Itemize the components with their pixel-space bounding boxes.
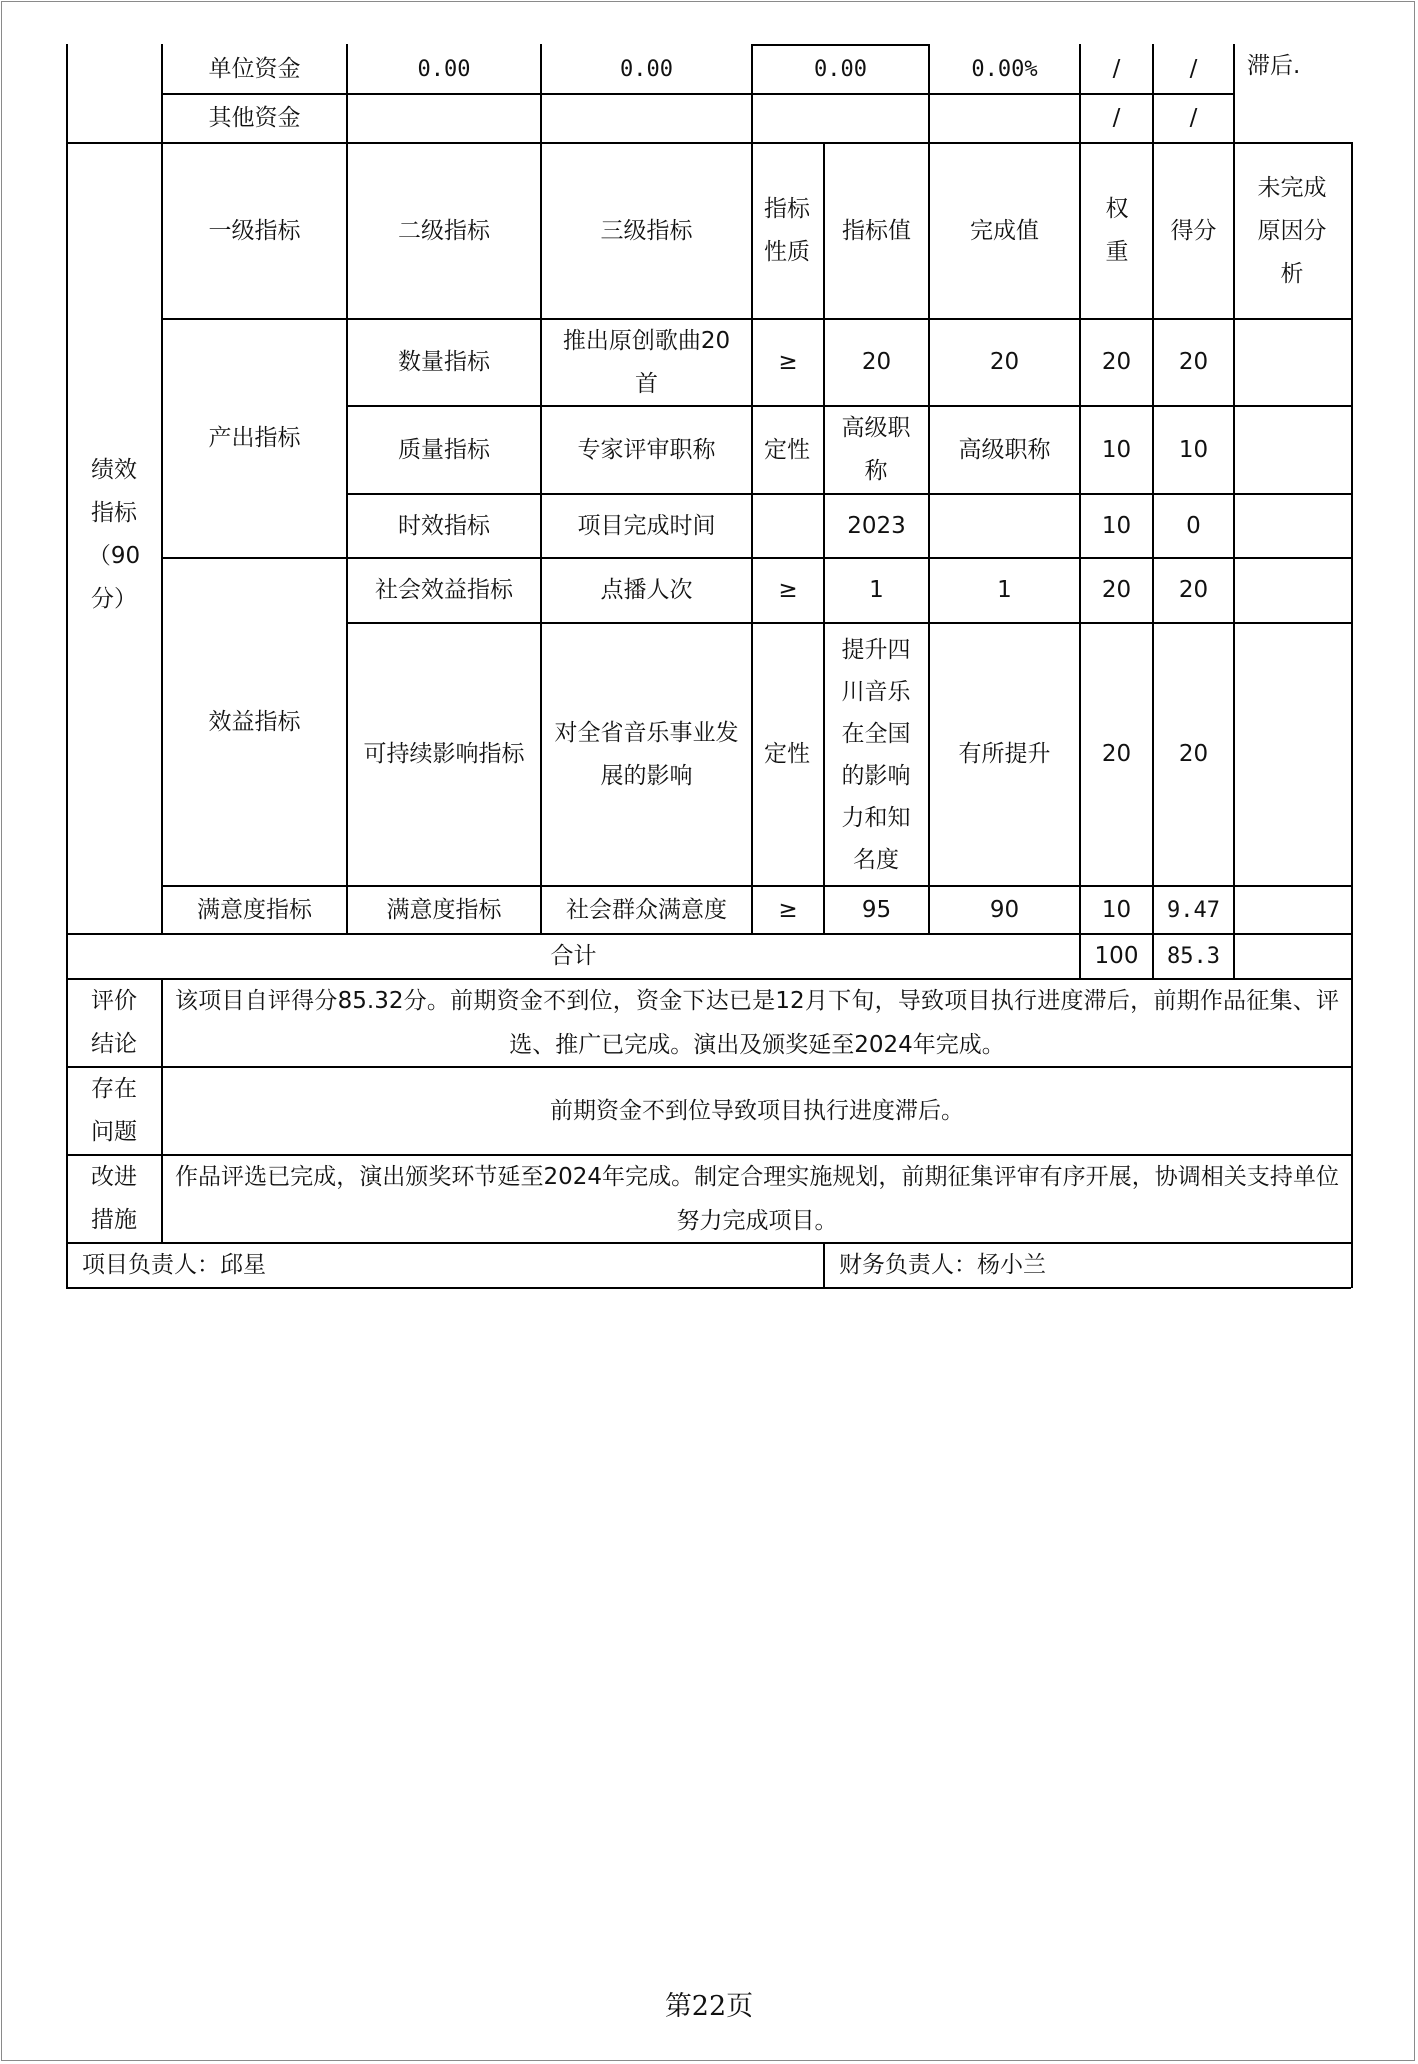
header-level1: 一级指标 (208, 217, 301, 244)
table-row-6-level2: 满意度指标 (386, 896, 502, 923)
header-target: 指标值 (842, 217, 911, 244)
table-row-5-weight: 20 (1101, 741, 1132, 767)
table-row-1-target: 20 (861, 349, 892, 375)
table-row-1-level2: 数量指标 (398, 349, 490, 375)
table-row-3-weight: 10 (1101, 512, 1132, 539)
table-row-3-target: 2023 (847, 512, 906, 539)
perf-section-label: 绩效指标（90分） (87, 457, 141, 612)
table-row-2-target: 高级职称 (841, 415, 911, 484)
table-row-3-level3: 项目完成时间 (577, 512, 716, 539)
table-row-4-score: 20 (1178, 577, 1209, 603)
table-row-1-weight: 20 (1101, 349, 1132, 375)
table-row-2-nature: 定性 (764, 436, 810, 463)
header-weight: 权重 (1105, 196, 1129, 265)
table-row-2-actual: 高级职称 (958, 436, 1051, 463)
output-indicator-label: 产出指标 (208, 424, 301, 451)
table-row-4-actual: 1 (997, 577, 1012, 603)
table-row-2-score: 10 (1178, 436, 1209, 463)
conclusion-text: 该项目自评得分85.32分。前期资金不到位，资金下达已是12月下旬，导致项目执行进度滞后，前期作品征集、评选、推广已完成。演出及颁奖延至2024年完成。 (175, 988, 1339, 1058)
issues-label: 存在问题 (91, 1076, 137, 1145)
table-row-5-score: 20 (1178, 741, 1209, 767)
table-row-6-score: 9.47 (1167, 897, 1220, 923)
table-row-1-nature: ≥ (778, 349, 798, 375)
header-nature: 指标性质 (764, 196, 810, 265)
finance-lead: 财务负责人：杨小兰 (839, 1252, 1046, 1278)
header-level2: 二级指标 (398, 217, 490, 244)
table-row-6-target: 95 (861, 896, 892, 923)
page-number: 第22页 (664, 1991, 754, 2022)
table-row-3-actual (930, 495, 1079, 557)
unit-funds-rate: 0.00% (971, 57, 1038, 82)
table-row-1-level3: 推出原创歌曲20首 (562, 327, 731, 397)
conclusion-label: 评价结论 (91, 988, 137, 1057)
table-row-1-score: 20 (1178, 349, 1209, 375)
table-row-5-target: 提升四川音乐在全国的影响力和知名度 (841, 636, 911, 873)
table-row-2-weight: 10 (1101, 436, 1132, 463)
total-weight: 100 (1094, 943, 1139, 969)
table-row-4-target: 1 (869, 577, 884, 603)
table-row-3-score: 0 (1186, 512, 1201, 539)
table-row-6-level3: 社会群众满意度 (566, 896, 727, 923)
table-row-3-level2: 时效指标 (398, 512, 490, 539)
measures-text: 作品评选已完成，演出颁奖环节延至2024年完成。制定合理实施规划，前期征集评审有序开展，协调相关支持单位努力完成项目。 (175, 1164, 1339, 1234)
header-actual: 完成值 (970, 217, 1039, 244)
table-row-5-level2: 可持续影响指标 (363, 741, 525, 767)
table-row-3-nature (753, 495, 823, 557)
unit-funds-score-slash: / (1189, 56, 1198, 82)
other-funds-label: 其他资金 (208, 105, 301, 131)
table-row-1-actual: 20 (989, 349, 1020, 375)
table-row-4-level2: 社会效益指标 (375, 577, 513, 603)
benefit-indicator-label: 效益指标 (208, 708, 301, 735)
other-funds-weight-slash: / (1112, 105, 1121, 131)
total-score: 85.3 (1167, 944, 1220, 969)
other-funds-score-slash: / (1189, 105, 1198, 131)
header-score: 得分 (1170, 217, 1217, 244)
table-row-6-level1: 满意度指标 (197, 896, 312, 923)
issues-text: 前期资金不到位导致项目执行进度滞后。 (550, 1097, 964, 1124)
table-row-5-level3: 对全省音乐事业发展的影响 (554, 719, 739, 789)
measures-label: 改进措施 (91, 1164, 137, 1233)
unit-funds-value-1: 0.00 (417, 57, 471, 82)
header-reason: 未完成原因分析 (1257, 174, 1327, 287)
project-lead: 项目负责人：邱星 (82, 1252, 266, 1278)
table-row-4-level3: 点播人次 (600, 577, 693, 603)
table-row-2-level2: 质量指标 (398, 436, 490, 463)
table-row-2-level3: 专家评审职称 (577, 436, 716, 463)
unit-funds-value-3: 0.00 (814, 57, 867, 82)
table-row-6-weight: 10 (1101, 896, 1132, 923)
table-row-4-nature: ≥ (778, 577, 798, 603)
unit-funds-weight-slash: / (1112, 56, 1121, 82)
table-row-5-nature: 定性 (764, 741, 810, 767)
table-row-6-nature: ≥ (778, 896, 798, 923)
funds-note: 滞后. (1247, 52, 1301, 79)
unit-funds-label: 单位资金 (208, 56, 301, 82)
header-level3: 三级指标 (600, 217, 693, 244)
table-row-4-weight: 20 (1101, 577, 1132, 603)
unit-funds-value-2: 0.00 (620, 57, 673, 82)
total-label: 合计 (550, 943, 597, 969)
table-row-5-actual: 有所提升 (958, 741, 1051, 767)
table-row-6-actual: 90 (989, 896, 1020, 923)
